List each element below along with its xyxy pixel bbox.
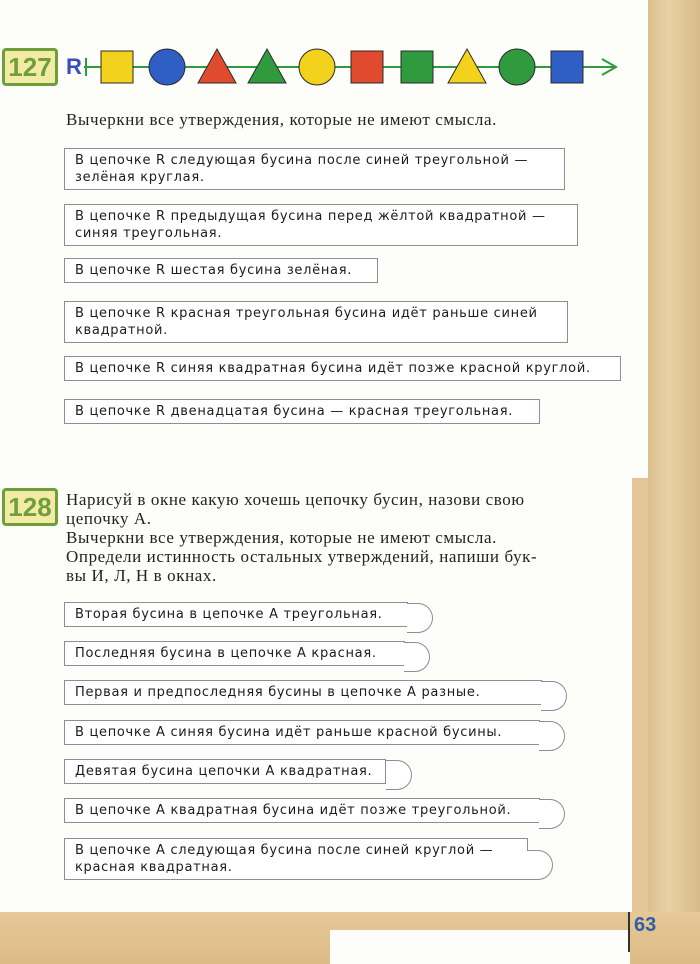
bead-square	[101, 51, 133, 83]
page-number-divider	[628, 912, 630, 952]
task-128-badge: 128	[2, 488, 58, 526]
statement-line: В цепочке А следующая бусина после синей круглой —	[75, 843, 494, 858]
instruction-line: Вычеркни все утверждения, которые не имеют смысла.	[66, 528, 497, 547]
statement-128-1[interactable]	[64, 602, 408, 627]
page-number: 63	[634, 914, 657, 936]
statement-line: Последняя бусина в цепочке А красная.	[75, 646, 377, 661]
bead-circle	[299, 49, 335, 85]
statement-line: Вторая бусина в цепочке А треугольная.	[75, 607, 383, 622]
statement-127-2[interactable]	[64, 204, 578, 246]
bead-square	[401, 51, 433, 83]
task-128-instruction	[66, 490, 636, 585]
statement-line: квадратной.	[75, 323, 168, 338]
statement-line: В цепочке R шестая бусина зелёная.	[75, 263, 353, 278]
bead-square	[351, 51, 383, 83]
statement-line: В цепочке R синяя квадратная бусина идёт позже красной круглой.	[75, 361, 591, 376]
statement-line: красная квадратная.	[75, 860, 233, 875]
statement-128-2[interactable]	[64, 641, 405, 666]
statement-128-6[interactable]	[64, 798, 540, 823]
statement-line: В цепочке R следующая бусина после синей треугольной —	[75, 153, 529, 168]
statement-line: Первая и предпоследняя бусины в цепочке А разные.	[75, 685, 481, 700]
instruction-line: Определи истинность остальных утверждений, напиши бук-	[66, 547, 538, 566]
page-corner	[330, 930, 630, 964]
statement-line: зелёная круглая.	[75, 170, 205, 185]
bead-chain-r	[84, 44, 624, 90]
statement-line: В цепочке А квадратная бусина идёт позже треугольной.	[75, 803, 512, 818]
instruction-line: вы И, Л, Н в окнах.	[66, 566, 217, 585]
statement-line: В цепочке R красная треугольная бусина идёт раньше синей	[75, 306, 538, 321]
statement-127-6[interactable]	[64, 399, 540, 424]
statement-127-5[interactable]	[64, 356, 621, 381]
statement-line: В цепочке А синяя бусина идёт раньше красной бусины.	[75, 725, 503, 740]
statement-127-4[interactable]	[64, 301, 568, 343]
statement-line: Девятая бусина цепочки А квадратная.	[75, 764, 373, 779]
wood-background-right	[648, 0, 700, 964]
instruction-line: Нарисуй в окне какую хочешь цепочку бусин, назови свою	[66, 490, 525, 509]
statement-127-3[interactable]	[64, 258, 378, 283]
statement-line: синяя треугольная.	[75, 226, 223, 241]
chain-r-label: R	[66, 54, 82, 79]
bead-circle	[149, 49, 185, 85]
statement-line: В цепочке R двенадцатая бусина — красная треугольная.	[75, 404, 514, 419]
task-127-instruction: Вычеркни все утверждения, которые не имеют смысла.	[66, 110, 497, 129]
statement-128-4[interactable]	[64, 720, 540, 745]
statement-128-3[interactable]	[64, 680, 542, 705]
statement-128-7[interactable]	[64, 838, 528, 880]
statement-127-1[interactable]	[64, 148, 565, 190]
task-127-badge: 127	[2, 48, 58, 86]
bead-circle	[499, 49, 535, 85]
instruction-line: цепочку А.	[66, 509, 152, 528]
statement-line: В цепочке R предыдущая бусина перед жёлтой квадратной —	[75, 209, 546, 224]
statement-128-5[interactable]	[64, 759, 386, 784]
bead-square	[551, 51, 583, 83]
